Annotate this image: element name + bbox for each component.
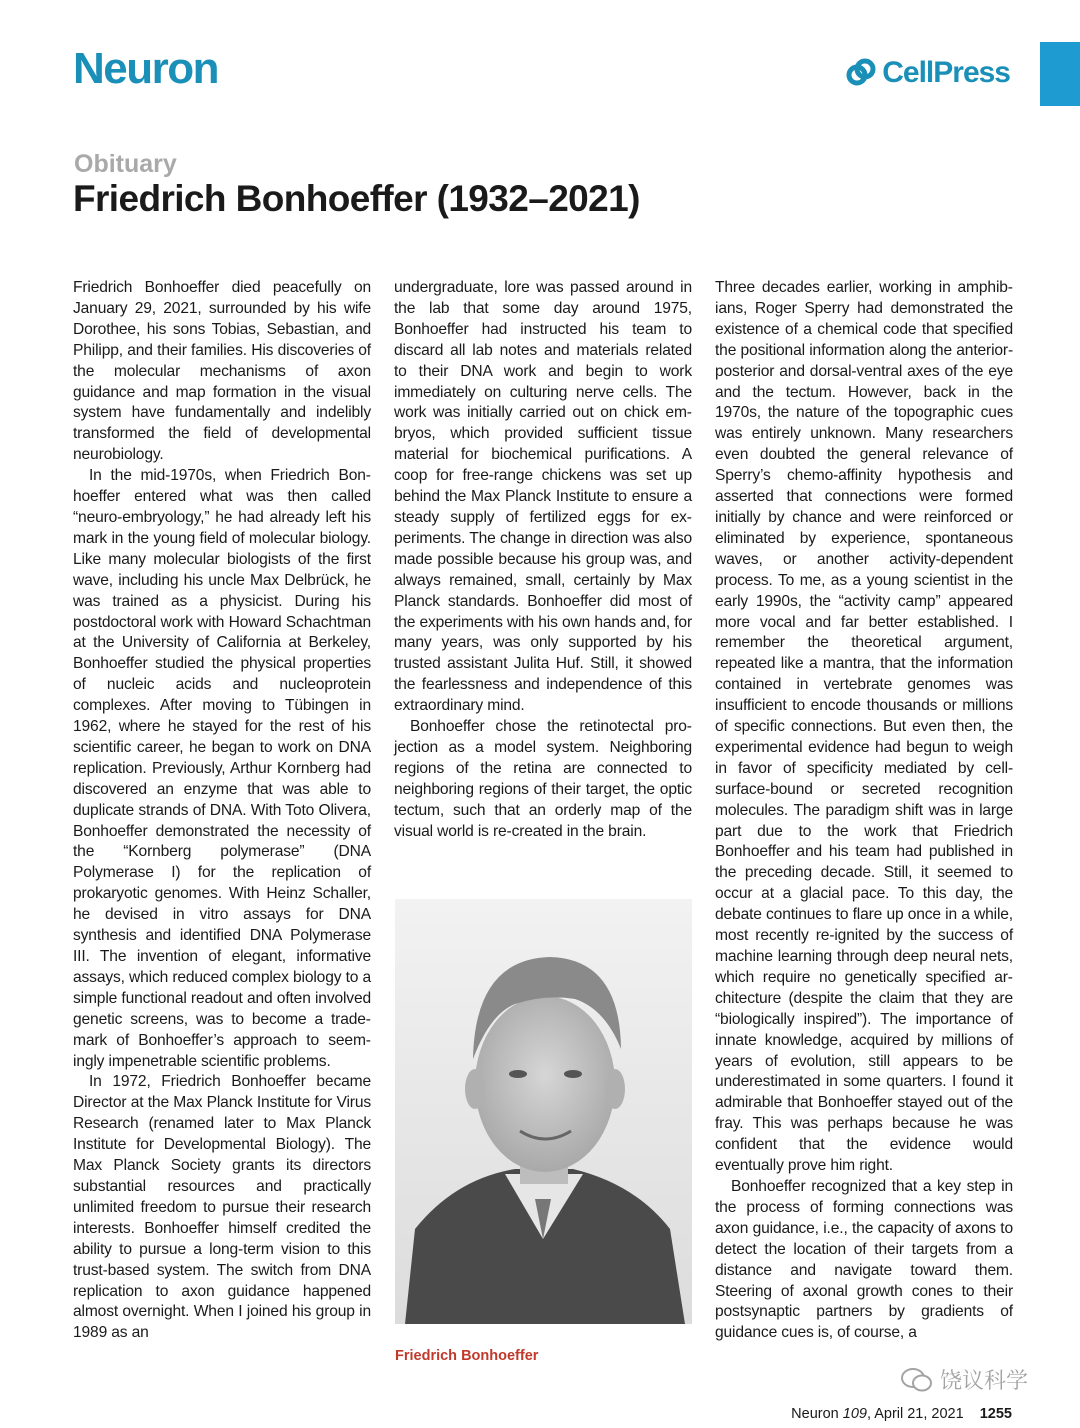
body-column-2 [394, 278, 692, 842]
page-footer [791, 1406, 1012, 1422]
page-number: 1255 [979, 1406, 1012, 1422]
article-title: Friedrich Bonhoeffer (1932–2021) [73, 178, 640, 219]
footer-date: , April 21, 2021 [866, 1406, 964, 1422]
publisher-name: CellPress [882, 56, 1010, 89]
wechat-icon [900, 1366, 934, 1394]
journal-logo: Neuron [73, 44, 218, 93]
footer-volume: 109 [842, 1406, 867, 1422]
section-label: Obituary [74, 150, 177, 178]
page-edge-tab [1040, 42, 1080, 106]
figure-caption: Friedrich Bonhoeffer [395, 1348, 539, 1364]
watermark [900, 1364, 1028, 1395]
paragraph: Bonhoeffer recognized that a key step in the process of forming connections was axon guidance, i.e., the capacity of axons to detect the location of their targets from a distance and navigate toward them. Steering of axonal growth cones to their postsynaptic partners by gradients of guidance cues is, of course, a [715, 1177, 1013, 1342]
portrait-photo [395, 899, 692, 1324]
portrait-illustration [395, 899, 692, 1324]
cellpress-icon [846, 58, 876, 88]
paragraph: Friedrich Bonhoeffer died peacefully on January 29, 2021, surrounded by his wife Dorothee, his sons Tobias, Sebastian, and Philipp, and their families. His discoveries of the molecular mechanisms of axon guidance and map formation in the visual system have fundamentally and indelibly transformed the field of developmental neurobiology. [73, 279, 371, 464]
paragraph: Bonhoeffer chose the retinotectal projection as a model system. Neighboring regions of the retina are connected to neighboring regions of their target, the optic tectum, such that an orderly map of the visual world is re-created in the brain. [394, 718, 692, 840]
paragraph: In the mid-1970s, when Friedrich Bonhoeffer entered what was then called “neuro-embryology,” he had already left his mark in the young field of molecular biology. Like many molecular biologists of the first wave, including his uncle Max Delbrück, he was trained as a physicist. During his postdoctoral work with Howard Schachtman at the University of California at Berkeley, Bonhoeffer studied the physical properties of nucleic acids and nucleoprotein complexes. After moving to Tübingen in 1962, where he stayed for the rest of his scientific career, he began to work on DNA replication. Previously, Arthur Kornberg had discovered an enzyme that was able to duplicate strands of DNA. With Toto Olivera, Bonhoeffer demonstrated the necessity of the “Kornberg polymerase” (DNA Polymerase I) for the replication of prokaryotic genomes. With Heinz Schaller, he devised in vitro assays for DNA synthesis and identified DNA Polymerase III. The invention of elegant, informative assays, which reduced complex biology to a simple functional readout and often involved genetic screens, was to become a trademark of Bonhoeffer’s approach to seemingly impenetrable scientific problems. [73, 467, 371, 1070]
publisher-logo [846, 56, 1010, 90]
watermark-text: 饶议科学 [940, 1368, 1029, 1393]
paragraph: In 1972, Friedrich Bonhoeffer became Director at the Max Planck Institute for Virus Research (renamed later to Max Planck Institute for Developmental Biology). The Max Planck Society grants its directors substantial resources and practically unlimited freedom to pursue their research interests. Bonhoeffer himself credited the ability to pursue a long-term vision to this trust-based system. The switch from DNA replication to axon guidance happened almost overnight. When I joined his group in 1989 as an [73, 1073, 371, 1342]
body-column-3 [715, 278, 1013, 1344]
footer-journal: Neuron [791, 1406, 839, 1422]
paragraph: undergraduate, lore was passed around in the lab that some day around 1975, Bonhoeffer had instructed his team to discard all lab notes and materials related to their DNA work and begin to work immediately on culturing nerve cells. The work was initially carried out on chick embryos, which provided sufficient tissue material for biochemical purifications. A coop for free-range chickens was set up behind the Max Planck Institute to ensure a steady supply of fertilized eggs for experiments. The change in direction was also made possible because his group was, and always remained, small, certainly by Max Planck standards. Bonhoeffer did most of the experiments with his own hands and, for many years, was only supported by his trusted assistant Julita Huf. Still, it showed the fearlessness and independence of this extraordinary mind. [394, 279, 692, 715]
paragraph: Three decades earlier, working in amphibians, Roger Sperry had demonstrated the existence of a chemical code that specified the positional information along the anterior-posterior and dorsal-ventral axes of the eye and the tectum. However, back in the 1970s, the nature of the topographic cues was entirely unknown. Many researchers even doubted the general relevance of Sperry’s chemo-affinity hypothesis and asserted that connections were formed initially by chance and were reinforced or eliminated by experience, spontaneous waves, or another activity-dependent process. To me, as a young scientist in the early 1990s, the “activity camp” appeared more vocal and far better established. I remember the theoretical argument, repeated like a mantra, that the information contained in vertebrate genomes was insufficient to encode thousands or millions of specific connections. But even then, the experimental evidence had begun to weigh in favor of specificity mediated by cell-surface-bound or secreted recognition molecules. The paradigm shift was in large part due to the work that Friedrich Bonhoeffer and his team had published in the preceding decade. Still, it seemed to occur at a glacial pace. To this day, the debate continues to flare up once in a while, most recently re-ignited by the success of machine learning through deep neural nets, which require no genetically specified architecture (despite the claim that they are “biologically inspired”). The importance of innate knowledge, acquired by millions of years of evolution, still appears to be underestimated in some quarters. I found it admirable that Bonhoeffer stayed out of the fray. This was perhaps because he was confident that the evidence would eventually prove him right. [715, 279, 1013, 1175]
body-column-1 [73, 278, 371, 1344]
